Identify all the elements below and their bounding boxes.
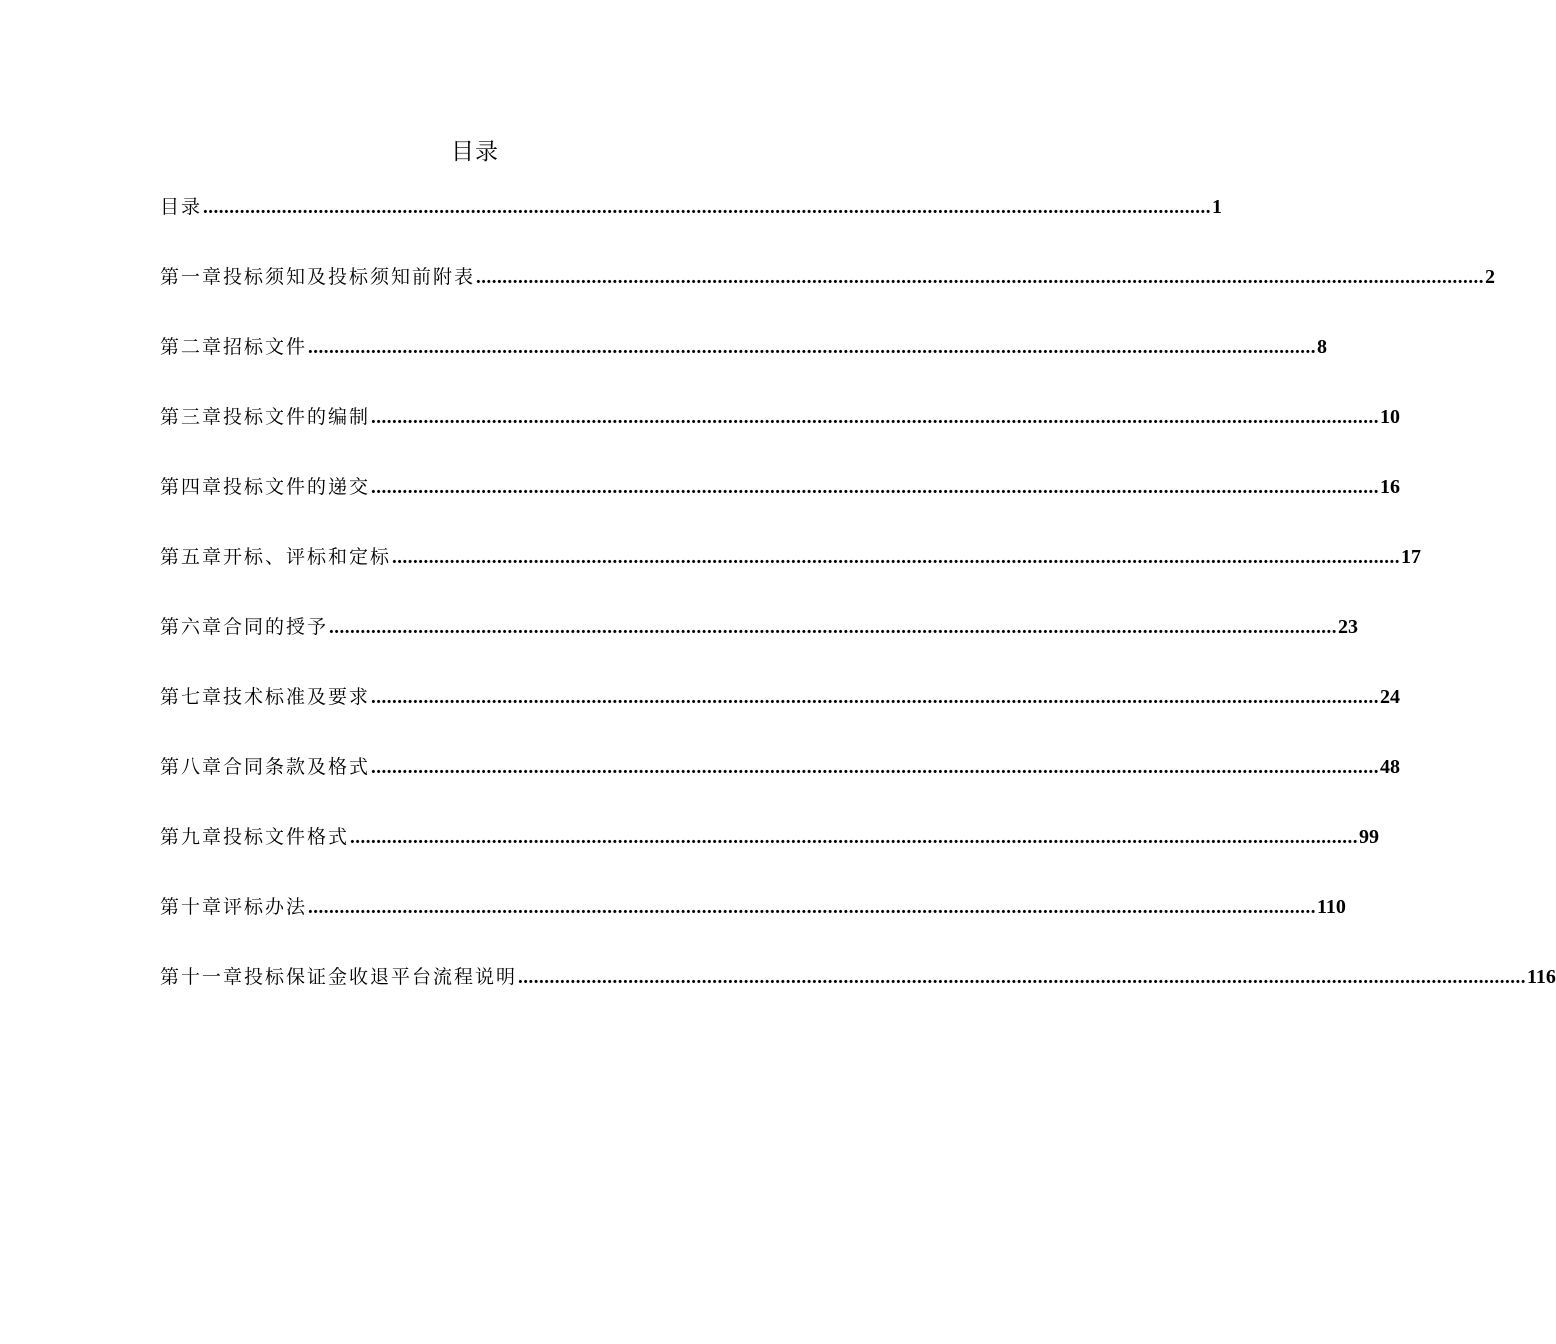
toc-entry[interactable]	[160, 190, 1223, 260]
toc-entry-title: 第八章合同条款及格式	[160, 756, 371, 778]
toc-entry-page: 110	[1317, 896, 1346, 918]
toc-entry-page: 99	[1359, 826, 1380, 848]
toc-dot-leader: ................................................................................................................................................................................................	[203, 197, 1212, 218]
toc-entry[interactable]	[160, 750, 1401, 820]
toc-dot-leader: ................................................................................................................................................................................................	[308, 337, 1317, 358]
toc-entry[interactable]	[160, 400, 1401, 470]
toc-dot-leader: ................................................................................................................................................................................................	[371, 757, 1380, 778]
toc-entry-title: 第三章投标文件的编制	[160, 406, 371, 428]
toc-entry-page: 2	[1485, 266, 1496, 288]
toc-dot-leader: ................................................................................................................................................................................................	[371, 477, 1380, 498]
toc-entry-page: 17	[1401, 546, 1422, 568]
toc-entry[interactable]	[160, 680, 1401, 750]
toc-entry-title: 目录	[160, 196, 203, 218]
toc-dot-leader: ................................................................................................................................................................................................	[518, 967, 1527, 988]
toc-entry-page: 48	[1380, 756, 1401, 778]
toc-entry-page: 116	[1527, 966, 1556, 988]
toc-entry-title: 第十一章投标保证金收退平台流程说明	[160, 966, 518, 988]
toc-heading: 目录	[451, 139, 499, 165]
toc-entry-title: 第十章评标办法	[160, 896, 308, 918]
toc-entry[interactable]	[160, 820, 1380, 890]
toc-entry[interactable]	[160, 890, 1346, 960]
toc-entry[interactable]	[160, 960, 1556, 1030]
toc-dot-leader: ................................................................................................................................................................................................	[308, 897, 1317, 918]
toc-dot-leader: ................................................................................................................................................................................................	[350, 827, 1359, 848]
toc-entry[interactable]	[160, 260, 1496, 330]
toc-entry[interactable]	[160, 470, 1401, 540]
toc-dot-leader: ................................................................................................................................................................................................	[329, 617, 1338, 638]
toc-list	[160, 190, 1556, 1030]
toc-entry-title: 第二章招标文件	[160, 336, 308, 358]
toc-dot-leader: ................................................................................................................................................................................................	[371, 407, 1380, 428]
toc-entry-page: 8	[1317, 336, 1328, 358]
toc-entry-page: 24	[1380, 686, 1401, 708]
toc-entry-page: 23	[1338, 616, 1359, 638]
toc-entry[interactable]	[160, 610, 1359, 680]
toc-entry-title: 第六章合同的授予	[160, 616, 329, 638]
toc-entry[interactable]	[160, 330, 1328, 400]
toc-entry-title: 第九章投标文件格式	[160, 826, 350, 848]
toc-entry-title: 第五章开标、评标和定标	[160, 546, 392, 568]
toc-entry-page: 1	[1212, 196, 1223, 218]
toc-entry-title: 第一章投标须知及投标须知前附表	[160, 266, 476, 288]
toc-entry[interactable]	[160, 540, 1422, 610]
toc-dot-leader: ................................................................................................................................................................................................	[476, 267, 1485, 288]
toc-entry-title: 第七章技术标准及要求	[160, 686, 371, 708]
toc-entry-title: 第四章投标文件的递交	[160, 476, 371, 498]
toc-dot-leader: ................................................................................................................................................................................................	[392, 547, 1401, 568]
toc-dot-leader: ................................................................................................................................................................................................	[371, 687, 1380, 708]
toc-entry-page: 16	[1380, 476, 1401, 498]
toc-entry-page: 10	[1380, 406, 1401, 428]
